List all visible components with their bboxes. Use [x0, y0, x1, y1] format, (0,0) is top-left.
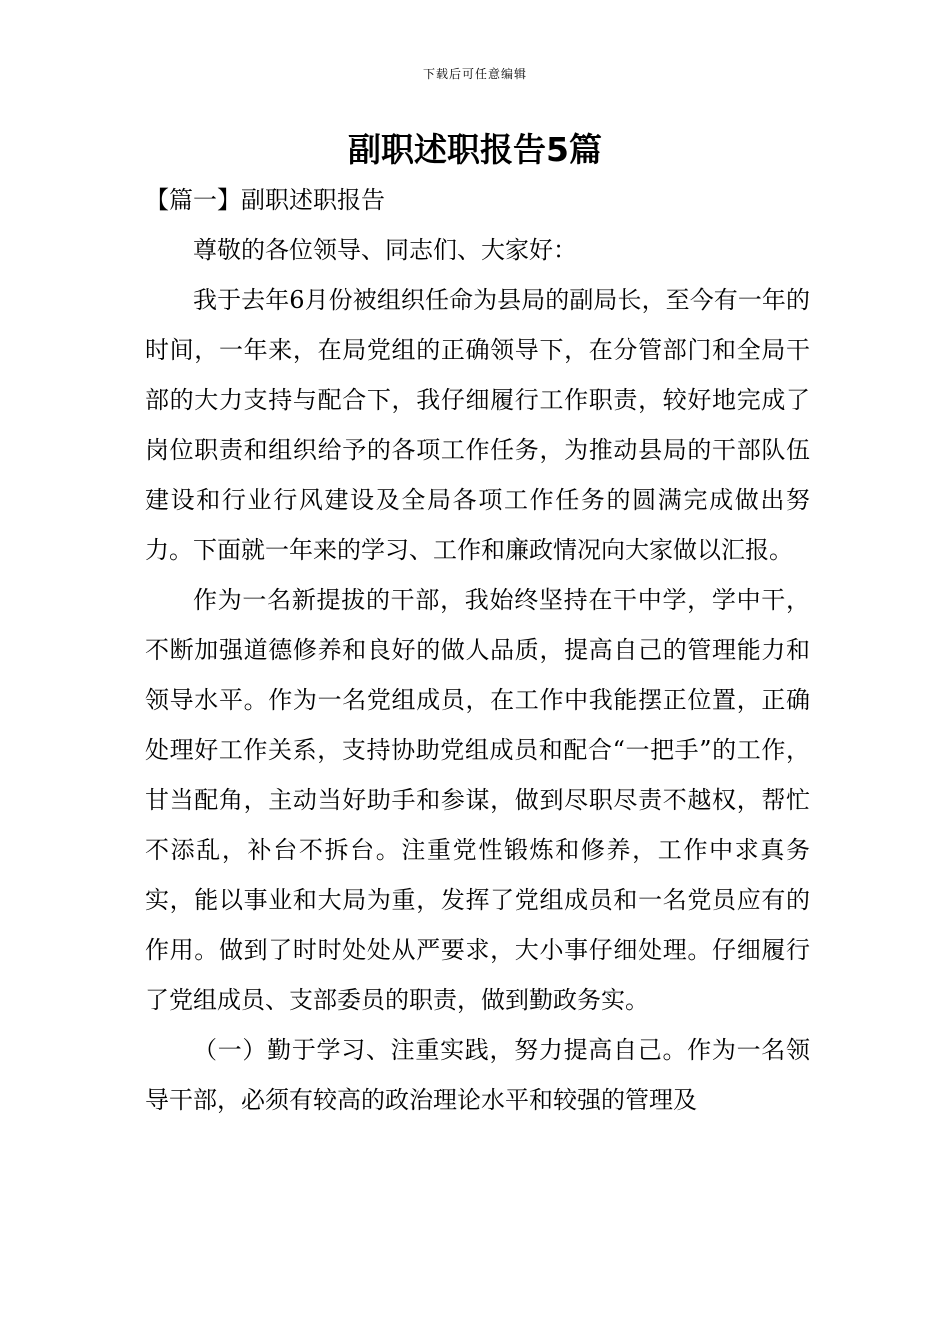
- section-heading: 【篇一】副职述职报告: [145, 186, 385, 214]
- document-body: [145, 225, 810, 1125]
- paragraph-introduction: 我于去年6月份被组织任命为县局的副局长，至今有一年的时间，一年来，在局党组的正确领导下，在分管部门和全局干部的大力支持与配合下，我仔细履行工作职责，较好地完成了岗位职责和组织给予的各项工作任务，为推动县局的干部队伍建设和行业行风建设及全局各项工作任务的圆满完成做出努力。下面就一年来的学习、工作和廉政情况向大家做以汇报。: [145, 286, 810, 564]
- paragraph-greeting: 尊敬的各位领导、同志们、大家好：: [193, 236, 577, 264]
- paragraph-role: 作为一名新提拔的干部，我始终坚持在干中学，学中干，不断加强道德修养和良好的做人品质，提高自己的管理能力和领导水平。作为一名党组成员，在工作中我能摆正位置，正确处理好工作关系，支持协助党组成员和配合“一把手”的工作，甘当配角，主动当好助手和参谋，做到尽职尽责不越权，帮忙不添乱，补台不拆台。注重党性锻炼和修养，工作中求真务实，能以事业和大局为重，发挥了党组成员和一名党员应有的作用。做到了时时处处从严要求，大小事仔细处理。仔细履行了党组成员、支部委员的职责，做到勤政务实。: [145, 586, 810, 1014]
- paragraph-study: （一）勤于学习、注重实践，努力提高自己。作为一名领导干部，必须有较高的政治理论水平和较强的管理及: [145, 1036, 810, 1114]
- header-note: 下载后可任意编辑: [422, 67, 527, 81]
- document-title: 副职述职报告5篇: [348, 130, 602, 169]
